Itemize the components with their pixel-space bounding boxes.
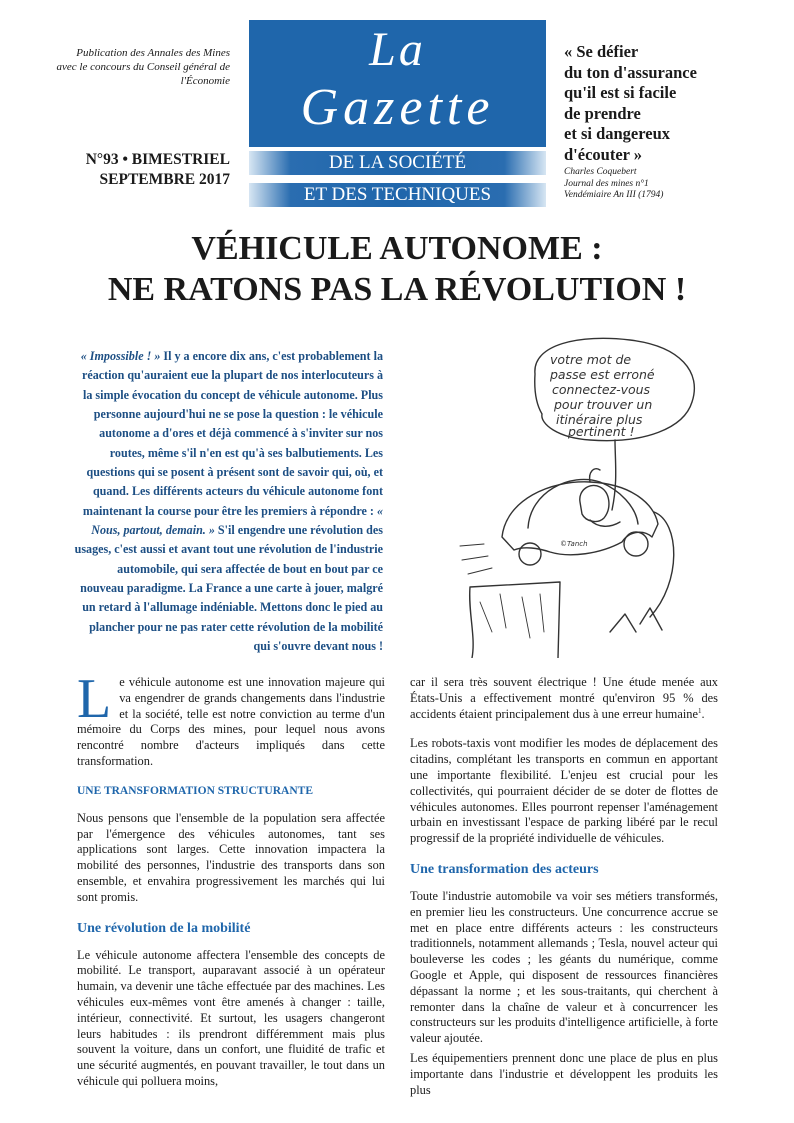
cliff-icon — [470, 582, 560, 658]
article-title — [40, 228, 754, 310]
speech-line: itinéraire plus — [556, 412, 643, 427]
passenger-head — [580, 485, 609, 521]
subsection-heading: Une transformation des acteurs — [410, 861, 599, 877]
cartoon-signature: ©Tanch — [560, 540, 588, 548]
publication-line: avec le concours du Conseil général de — [56, 61, 230, 73]
speech-tail — [612, 440, 616, 510]
lead-quote-impossible: « Impossible ! » — [80, 349, 161, 363]
quote-line: qu'il est si facile — [564, 83, 677, 102]
masthead-logo — [249, 20, 546, 147]
speech-line: pour trouver un — [554, 397, 653, 412]
quote-source — [564, 167, 764, 202]
intro-paragraph — [77, 668, 385, 770]
drop-cap: L — [77, 668, 112, 730]
issue-number: N°93 • BIMESTRIEL — [85, 151, 230, 168]
title-line: VÉHICULE AUTONOME : — [191, 230, 603, 267]
lead-text-part1: Il y a encore dix ans, c'est probablement la réaction qu'auraient eue la plupart de nos interlocuteurs à la simple évocation du concept de véhicule autonome. Plus personne aujourd'hui ne se pose la question : le véhicule autonome a d'ores et déjà commencé à s'inviter sur nos routes, même s'il n'en est qu'à ses balbutiements. Les questions qui se posent à présent sont de savoir qui, où, et quand. Les différents acteurs du véhicule autonome font maintenant la course pour être les premiers à répondre : — [82, 349, 383, 518]
intro-text: e véhicule autonome est une innovation majeure qui va engendrer de grands changements dans l'industrie et la société, telle est notre conviction au terme d'un mémoire du Corps des mines, pour lequel nous avons rencontré nombre d'acteurs impliqués dans cette transformation. — [77, 675, 385, 768]
wheel-icon — [519, 543, 541, 565]
masthead-gazette: Gazette — [300, 79, 495, 136]
lead-paragraph — [72, 347, 383, 657]
quote-source-line: Vendémiaire An III (1794) — [564, 190, 664, 200]
wheel-icon — [624, 532, 648, 556]
publication-credit — [40, 46, 230, 88]
masthead-la: La — [369, 23, 426, 76]
lead-quote-nous: « Nous, partout, demain. » — [91, 503, 383, 538]
section-heading: UNE TRANSFORMATION STRUCTURANTE — [77, 784, 313, 797]
paragraph-text: car il sera très souvent électrique ! Une étude menée aux États-Unis a effectivement montré qu'environ 95 % des accidents étaient principalement dus à une erreur humaine — [410, 675, 718, 721]
publication-line: Publication des Annales des Mines — [76, 47, 230, 59]
body-paragraph: Le véhicule autonome affectera l'ensemble des concepts de mobilité. Le transport, auparavant associé à un opérateur humain, va devenir une tâche effectuée par des machines. Les véhicules eux-mêmes vont être amenés à changer : taille, intérieur, connectivité. Et surtout, les usagers changeront leurs habitudes : ils prendront différemment mais plus souvent la voiture, dans un confort, une fluidité de trafic et une sécurité augmentés, en pouvant travailler, le tout dans un véhicule qui polluera moins, — [77, 947, 385, 1088]
body-paragraph: Les équipementiers prennent donc une place de plus en plus importante dans l'industrie et développent les produits les plus — [410, 1050, 718, 1097]
body-column-right — [410, 675, 718, 1112]
epigraph-quote — [564, 42, 764, 165]
body-paragraph: Toute l'industrie automobile va voir ses métiers transformés, en premier lieu les constructeurs. Une concurrence accrue se met en place entre différents acteurs : les constructeurs traditionnels, notamment allemands ; Tesla, nouvel acteur qui bouleverse les codes ; les géants du numérique, comme Google et Apple, qui disposent de ressources financières dépassant la norme ; et les sous-traitants, qui cherchent à remonter dans la chaîne de valeur et à concurrencer les constructeurs sur les produits d'intelligence artificielle, à forte valeur ajoutée. — [410, 888, 718, 1046]
speech-line: passe est erroné — [550, 367, 655, 382]
body-paragraph: Nous pensons que l'ensemble de la population sera affectée par l'émergence des véhicules autonomes, tant ses applications sont larges. Cette innovation impactera la mobilité des personnes, l'industrie des transports dans son ensemble, et envahira progressivement les marchés qui lui sont promis. — [77, 810, 385, 904]
issue-date: SEPTEMBRE 2017 — [99, 171, 230, 188]
quote-line: de prendre — [564, 103, 641, 123]
subsection-heading: Une révolution de la mobilité — [77, 920, 251, 936]
car-tail — [650, 512, 674, 617]
speech-line: votre mot de — [550, 352, 632, 367]
quote-line: du ton d'assurance — [564, 62, 697, 82]
masthead-band-societe: DE LA SOCIÉTÉ — [249, 151, 546, 175]
speech-line: connectez-vous — [552, 382, 651, 397]
quote-source-line: Journal des mines n°1 — [564, 178, 649, 189]
quote-line: et si dangereux — [564, 124, 671, 143]
footnote-marker: 1 — [697, 706, 702, 715]
issue-info — [40, 150, 230, 190]
speech-line: pertinent ! — [568, 424, 635, 439]
publication-line: l'Économie — [180, 75, 230, 87]
cartoon-illustration — [440, 332, 770, 658]
car-dome — [528, 479, 638, 528]
quote-source-line: Charles Coquebert — [564, 167, 637, 177]
masthead-band-techniques: ET DES TECHNIQUES — [249, 183, 546, 207]
body-paragraph — [410, 675, 718, 722]
title-line: NE RATONS PAS LA RÉVOLUTION ! — [107, 271, 687, 308]
quote-line: « Se défier — [564, 42, 639, 61]
body-paragraph: Les robots-taxis vont modifier les modes de déplacement des citadins, complétant les transports en commun en apportant une importante flexibilité. L'enjeu est crucial pour les collectivités, qui pourraient décider de se doter de flottes de véhicules autonomes. Elles pourront repenser l'aménagement urbain en investissant l'espace de parking libéré par le recul progressif de la propriété individuelle de véhicules. — [410, 736, 718, 846]
paragraph-end: . — [701, 706, 705, 721]
quote-line: d'écouter » — [564, 144, 643, 164]
body-column-left — [77, 668, 385, 1104]
lead-text-part2: S'il engendre une révolution des usages, c'est aussi et avant tout une révolution de l'industrie automobile, qui sera affectée de bout en bout par ce nouveau paradigme. La France a une carte à jouer, malgré un retard à l'allumage indéniable. Mettons donc le pied au plancher pour ne pas rater cette révolution de la mobilité qui s'ouvre devant nous ! — [74, 523, 383, 654]
